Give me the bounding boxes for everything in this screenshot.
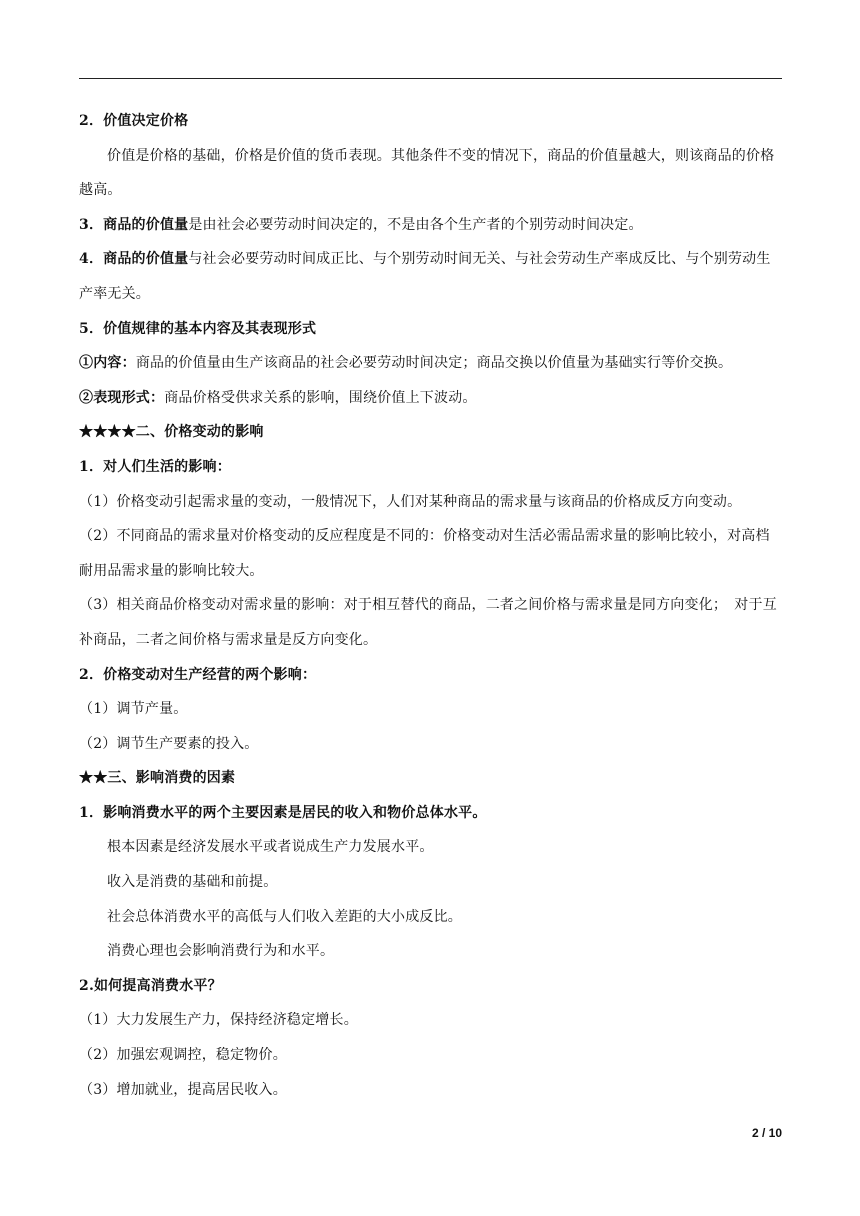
- bold-text: 1．影响消费水平的两个主要因素是居民的收入和物价总体水平。: [79, 804, 487, 821]
- paragraph: [79, 761, 783, 796]
- paragraph: [79, 796, 783, 831]
- bold-text: 1．对人们生活的影响：: [79, 458, 231, 475]
- text: （2）不同商品的需求量对价格变动的反应程度是不同的：价格变动对生活必需品需求量的影响比较小，对高档耐用品需求量的影响比较大。: [79, 528, 770, 579]
- text: 是由社会必要劳动时间决定的，不是由各个生产者的个别劳动时间决定。: [188, 216, 643, 233]
- paragraph: [79, 519, 783, 588]
- paragraph: [79, 450, 783, 485]
- bold-text: ★★三、影响消费的因素: [79, 770, 236, 787]
- text: 根本因素是经济发展水平或者说成生产力发展水平。: [107, 839, 434, 856]
- paragraph: [79, 139, 783, 208]
- bold-text: ★★★★二、价格变动的影响: [79, 424, 264, 441]
- paragraph: [79, 346, 783, 381]
- paragraph: [79, 1003, 783, 1038]
- bold-text: 2．价格变动对生产经营的两个影响：: [79, 666, 317, 683]
- text: （1）大力发展生产力，保持经济稳定增长。: [79, 1012, 358, 1029]
- text: （1）调节产量。: [79, 701, 188, 718]
- text: 商品价格受供求关系的影响，围绕价值上下波动。: [164, 389, 477, 406]
- paragraph: [79, 242, 783, 311]
- text: 与社会必要劳动时间成正比、与个别劳动时间无关、与社会劳动生产率成反比、与个别劳动生产率无关。: [79, 251, 771, 302]
- text: 消费心理也会影响消费行为和水平。: [107, 943, 335, 960]
- document-body: [79, 104, 783, 1107]
- text: （2）调节生产要素的投入。: [79, 735, 259, 752]
- paragraph: [79, 658, 783, 693]
- paragraph: [79, 312, 783, 347]
- bold-text: 2．价值决定价格: [79, 113, 189, 129]
- paragraph: [79, 934, 783, 969]
- paragraph: [79, 865, 783, 900]
- paragraph: [79, 692, 783, 727]
- paragraph: [79, 588, 783, 657]
- paragraph: [79, 381, 783, 416]
- paragraph: [79, 727, 783, 762]
- text: 社会总体消费水平的高低与人们收入差距的大小成反比。: [107, 908, 462, 925]
- paragraph: [79, 208, 783, 243]
- bold-text: 3．商品的价值量: [79, 216, 189, 233]
- bold-text: ①内容：: [79, 355, 136, 372]
- paragraph: [79, 104, 783, 139]
- text: 商品的价值量由生产该商品的社会必要劳动时间决定；商品交换以价值量为基础实行等价交换。: [135, 355, 733, 372]
- bold-text: 2.如何提高消费水平？: [79, 977, 222, 994]
- text: （2）加强宏观调控，稳定物价。: [79, 1047, 287, 1064]
- paragraph: [79, 1073, 783, 1108]
- paragraph: [79, 830, 783, 865]
- header-rule: [79, 78, 782, 79]
- text: （3）增加就业，提高居民收入。: [79, 1081, 287, 1098]
- text: （3）相关商品价格变动对需求量的影响：对于相互替代的商品，二者之间价格与需求量是同方向变化； 对于互补商品，二者之间价格与需求量是反方向变化。: [79, 597, 777, 648]
- paragraph: [79, 1038, 783, 1073]
- bold-text: 4．商品的价值量: [79, 251, 189, 268]
- bold-text: 5．价值规律的基本内容及其表现形式: [79, 320, 317, 337]
- page-number: 2 / 10: [751, 1126, 782, 1140]
- paragraph: [79, 969, 783, 1004]
- text: 收入是消费的基础和前提。: [107, 874, 278, 891]
- paragraph: [79, 900, 783, 935]
- bold-text: ②表现形式：: [79, 389, 165, 406]
- text: 价值是价格的基础，价格是价值的货币表现。其他条件不变的情况下，商品的价值量越大，则该商品的价格越高。: [79, 147, 775, 199]
- paragraph: [79, 415, 783, 450]
- text: （1）价格变动引起需求量的变动，一般情况下，人们对某种商品的需求量与该商品的价格成反方向变动。: [79, 493, 742, 510]
- paragraph: [79, 485, 783, 520]
